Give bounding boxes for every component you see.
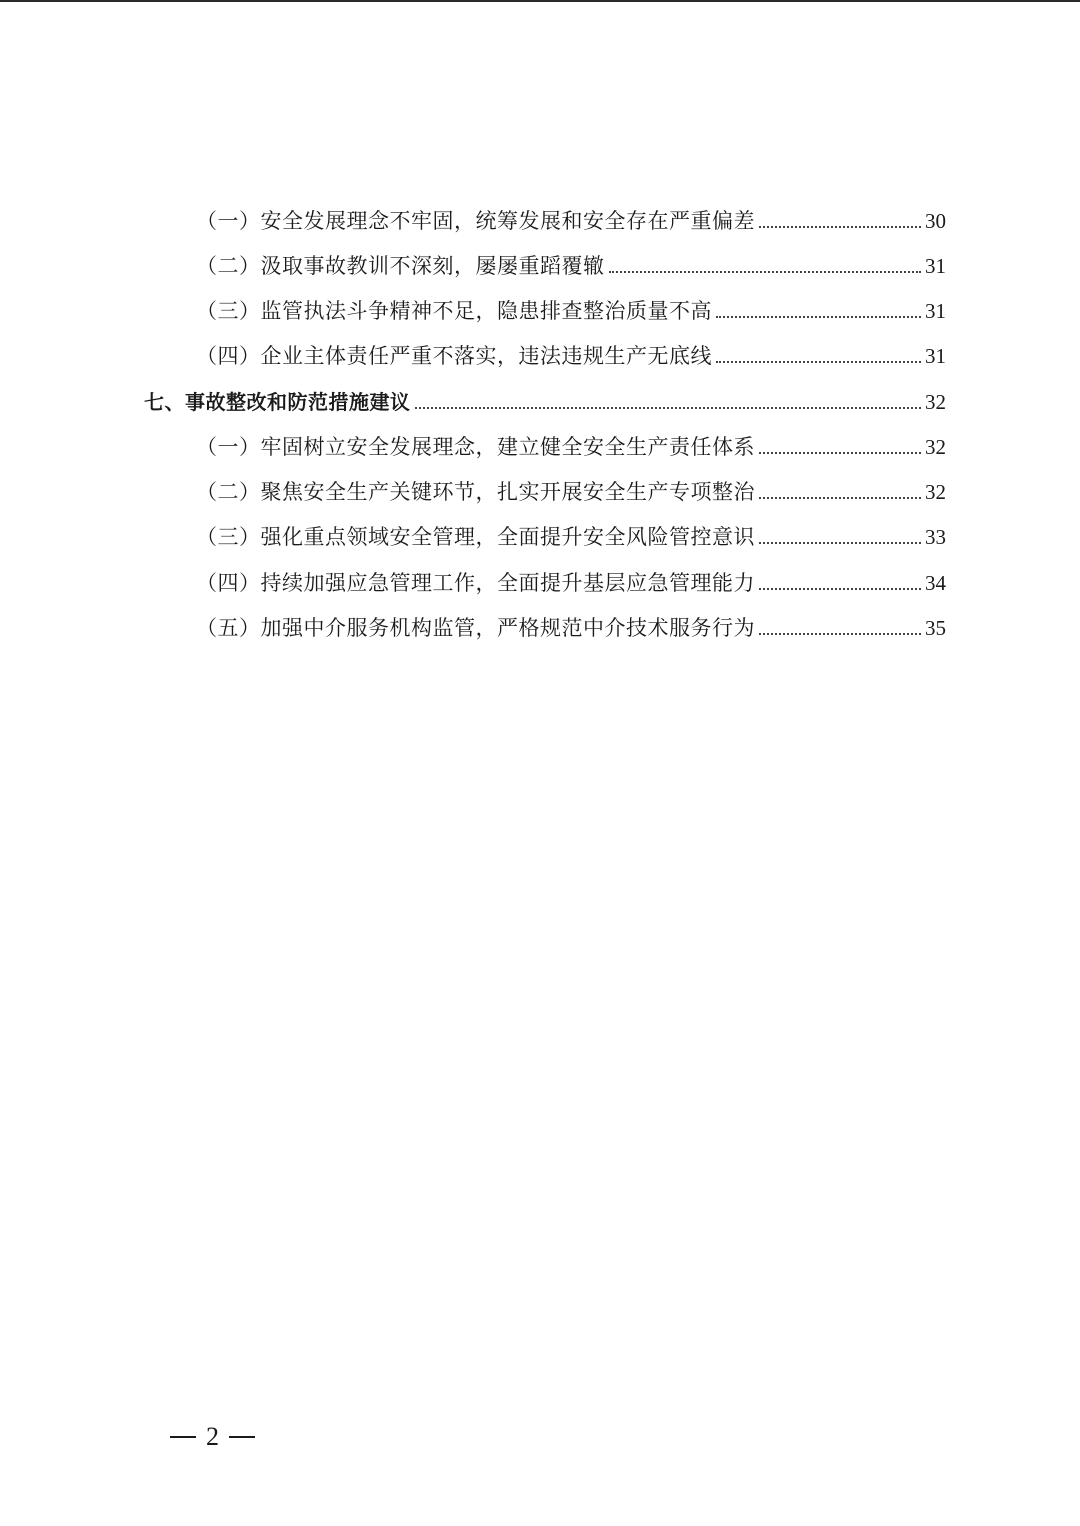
toc-entry-title: （五）加强中介服务机构监管，严格规范中介技术服务行为 [196, 616, 755, 640]
toc-entry[interactable] [196, 565, 946, 597]
toc-entry-title: （二）汲取事故教训不深刻，屡屡重蹈覆辙 [196, 254, 605, 278]
toc-section-heading[interactable] [144, 384, 946, 416]
toc-entry[interactable] [196, 610, 946, 642]
toc-leader-dots [415, 407, 922, 409]
toc-leader-dots [759, 633, 921, 635]
toc-leader-dots [759, 226, 921, 228]
toc-entry[interactable] [196, 474, 946, 506]
toc-entry-title: （一）牢固树立安全发展理念，建立健全安全生产责任体系 [196, 435, 755, 459]
toc-entry[interactable] [196, 203, 946, 235]
toc-entry[interactable] [196, 429, 946, 461]
toc-leader-dots [759, 542, 921, 544]
toc-entry-page: 34 [925, 571, 946, 595]
toc-entry-title: （四）持续加强应急管理工作，全面提升基层应急管理能力 [196, 571, 755, 595]
toc-leader-dots [759, 452, 921, 454]
toc-entry-page: 31 [925, 299, 946, 323]
toc-entry-title: （一）安全发展理念不牢固，统筹发展和安全存在严重偏差 [196, 209, 755, 233]
toc-entry-title: （三）强化重点领域安全管理，全面提升安全风险管控意识 [196, 525, 755, 549]
toc-entry-page: 35 [925, 616, 946, 640]
toc-section-title: 七、事故整改和防范措施建议 [144, 390, 411, 414]
toc-section-page: 32 [925, 390, 946, 414]
toc-entry-page: 31 [925, 344, 946, 368]
toc-entry-page: 32 [925, 480, 946, 504]
toc-leader-dots [759, 588, 921, 590]
toc-leader-dots [759, 497, 921, 499]
dash-left [170, 1436, 196, 1438]
toc-entry[interactable] [196, 293, 946, 325]
toc-entry-title: （三）监管执法斗争精神不足，隐患排查整治质量不高 [196, 299, 712, 323]
dash-right [229, 1436, 255, 1438]
toc-entry[interactable] [196, 519, 946, 551]
page-number-footer [170, 1422, 255, 1452]
toc-leader-dots [716, 316, 921, 318]
toc-entry-page: 32 [925, 435, 946, 459]
toc-entry-page: 33 [925, 525, 946, 549]
toc-entry-title: （四）企业主体责任严重不落实，违法违规生产无底线 [196, 344, 712, 368]
toc-leader-dots [716, 361, 921, 363]
toc-entry[interactable] [196, 338, 946, 370]
toc-entry-page: 30 [925, 209, 946, 233]
toc-entry-title: （二）聚焦安全生产关键环节，扎实开展安全生产专项整治 [196, 480, 755, 504]
page-number: 2 [206, 1422, 219, 1451]
toc-entry-page: 31 [925, 254, 946, 278]
toc-entry[interactable] [196, 248, 946, 280]
toc-leader-dots [609, 271, 922, 273]
